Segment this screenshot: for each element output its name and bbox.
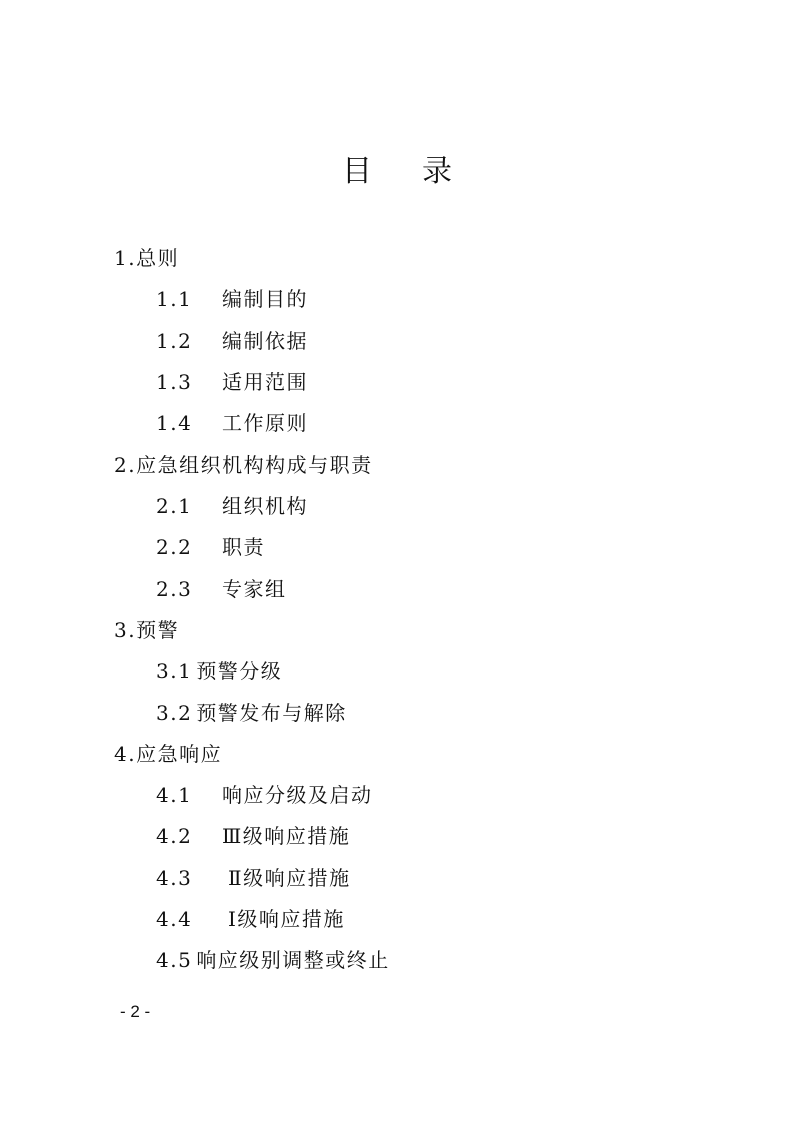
toc-number: 1.1 [156, 287, 193, 311]
toc-text: 编制目的 [222, 287, 308, 311]
toc-text: 工作原则 [222, 411, 308, 435]
toc-number: 3.1 [156, 659, 193, 683]
toc-entry-2-1 [156, 492, 308, 520]
toc-text: 组织机构 [222, 494, 308, 518]
toc-entry-1-1 [156, 285, 308, 313]
toc-text: 应急响应 [136, 742, 223, 766]
toc-entry-2-3 [156, 575, 287, 603]
toc-number: 2.1 [156, 494, 193, 518]
toc-number: 4.1 [156, 783, 193, 807]
toc-number: 2.3 [156, 577, 193, 601]
toc-entry-1-4 [156, 409, 308, 437]
toc-text: Ⅲ级响应措施 [222, 824, 351, 848]
toc-entry-4-3 [156, 864, 351, 892]
toc-number: 3.2 [156, 701, 193, 725]
toc-text: 职责 [222, 535, 265, 559]
toc-text: 预警分级 [196, 659, 283, 683]
toc-entry-1-3 [156, 368, 308, 396]
toc-text: 编制依据 [222, 329, 308, 353]
toc-number: 4.2 [156, 824, 193, 848]
toc-number: 2.2 [156, 535, 193, 559]
toc-text: 总则 [136, 246, 180, 270]
toc-number: 4. [114, 742, 137, 766]
toc-text: 预警发布与解除 [196, 701, 347, 725]
toc-text: 响应分级及启动 [222, 783, 373, 807]
toc-number: 4.4 [156, 907, 193, 931]
toc-number: 1.2 [156, 329, 193, 353]
toc-number: 2. [114, 453, 137, 477]
toc-number: 4.5 [156, 948, 193, 972]
title-char-2: 录 [422, 154, 452, 189]
title-char-1: 目 [342, 154, 372, 189]
toc-entry-3 [114, 616, 179, 644]
toc-text: 响应级别调整或终止 [196, 948, 390, 972]
toc-number: 1.3 [156, 370, 193, 394]
toc-entry-4-2 [156, 822, 350, 850]
page-number: - 2 - [120, 1002, 151, 1021]
toc-entry-2-2 [156, 533, 265, 561]
toc-text: 适用范围 [222, 370, 308, 394]
toc-entry-3-2 [156, 699, 347, 727]
toc-entry-1 [114, 244, 179, 272]
toc-text: 专家组 [222, 577, 287, 601]
toc-entry-1-2 [156, 327, 308, 355]
toc-text: 预警 [136, 618, 180, 642]
toc-number: 1.4 [156, 411, 193, 435]
toc-text: Ⅰ级响应措施 [228, 907, 345, 931]
toc-text: Ⅱ级响应措施 [228, 866, 351, 890]
toc-entry-4 [114, 740, 222, 768]
toc-entry-2 [114, 451, 373, 479]
toc-entry-3-1 [156, 657, 282, 685]
toc-number: 4.3 [156, 866, 193, 890]
toc-number: 1. [114, 246, 137, 270]
toc-number: 3. [114, 618, 137, 642]
toc-entry-4-5 [156, 946, 390, 974]
toc-text: 应急组织机构构成与职责 [136, 453, 373, 477]
toc-entry-4-4 [156, 905, 345, 933]
toc-entry-4-1 [156, 781, 373, 809]
